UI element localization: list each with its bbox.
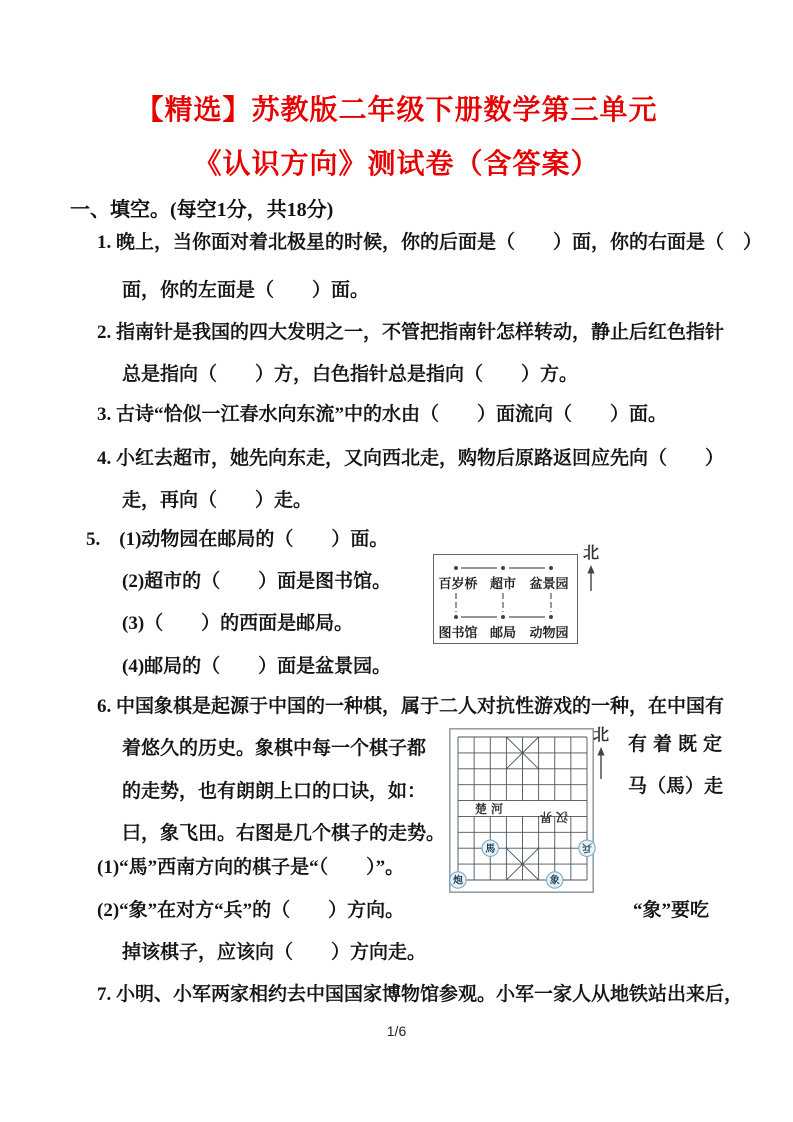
question-1-line-2: 面，你的左面是（ ）面。 bbox=[122, 280, 370, 301]
question-4-line-1: 4. 小红去超市，她先向东走，又向西北走，购物后原路返回应先向（ ） bbox=[97, 448, 725, 469]
map-label-bonsai-garden: 盆景园 bbox=[529, 576, 569, 591]
chess-piece-label-cannon: 炮 bbox=[453, 875, 463, 887]
question-5-line-2: (2)超市的（ ）面是图书馆。 bbox=[122, 571, 392, 592]
map-diagram-svg bbox=[434, 555, 576, 642]
question-2-line-2: 总是指向（ ）方，白色指针总是指向（ ）方。 bbox=[122, 364, 579, 385]
section-heading: 一、填空。(每空1分，共18分) bbox=[70, 199, 334, 221]
question-6-sub-2: (2)“象”在对方“兵”的（ ）方向。 bbox=[97, 900, 405, 921]
chess-board-svg bbox=[449, 728, 594, 893]
map-label-bridge: 百岁桥 bbox=[438, 576, 478, 591]
question-1-line-1: 1. 晚上，当你面对着北极星的时候，你的后面是（ ）面，你的右面是（ ） bbox=[97, 232, 763, 253]
question-6-line-4: 曰，象飞田。右图是几个棋子的走势。 bbox=[122, 823, 446, 844]
question-6-line-3: 的走势，也有朗朗上口的口诀，如： bbox=[122, 781, 427, 802]
question-3-line-1: 3. 古诗“恰似一江春水向东流”中的水由（ ）面流向（ ）面。 bbox=[97, 404, 668, 425]
page-number: 1/6 bbox=[386, 1023, 407, 1039]
question-5-line-3: (3)（ ）的西面是邮局。 bbox=[122, 613, 354, 634]
question-6-line-2: 着悠久的历史。象棋中每一个棋子都 bbox=[122, 738, 427, 759]
chess-piece-label-soldier: 兵 bbox=[582, 841, 592, 853]
question-6-line-1: 6. 中国象棋是起源于中国的一种棋，属于二人对抗性游戏的一种，在中国有 bbox=[97, 696, 725, 717]
river-label-left: 楚河 bbox=[475, 802, 508, 816]
question-6-sub-2-right: “象”要吃 bbox=[633, 900, 710, 921]
page-title-line-1: 【精选】苏教版二年级下册数学第三单元 bbox=[135, 95, 658, 126]
chess-piece-label-horse: 馬 bbox=[485, 843, 496, 855]
question-6-line-2-right: 有着既定 bbox=[628, 734, 729, 755]
map-north-label: 北 bbox=[583, 545, 600, 562]
question-7-line-1: 7. 小明、小军两家相约去中国国家博物馆参观。小军一家人从地铁站出来后， bbox=[97, 984, 744, 1005]
river-label-right: 汉界 bbox=[535, 810, 569, 824]
question-4-line-2: 走，再向（ ）走。 bbox=[122, 490, 313, 511]
question-6-sub-2-cont: 掉该棋子，应该向（ ）方向走。 bbox=[122, 942, 427, 963]
question-6-sub-1: (1)“馬”西南方向的棋子是“（ ）”。 bbox=[97, 857, 405, 878]
map-diagram bbox=[433, 554, 578, 644]
question-5-line-4: (4)邮局的（ ）面是盆景园。 bbox=[122, 656, 392, 677]
north-arrow-icon bbox=[585, 564, 597, 592]
north-arrow-icon bbox=[595, 746, 607, 780]
question-2-line-1: 2. 指南针是我国的四大发明之一，不管把指南针怎样转动，静止后红色指针 bbox=[97, 322, 725, 343]
map-label-library: 图书馆 bbox=[438, 625, 478, 640]
page-title-line-2: 《认识方向》测试卷（含答案） bbox=[193, 149, 600, 180]
map-label-zoo: 动物园 bbox=[529, 625, 569, 640]
map-north-indicator bbox=[583, 545, 599, 592]
chess-diagram bbox=[449, 728, 594, 893]
question-6-line-3-right: 马（馬）走 bbox=[628, 776, 724, 797]
chess-north-label: 北 bbox=[593, 727, 610, 744]
question-5-line-1: 5. (1)动物园在邮局的（ ）面。 bbox=[86, 529, 389, 550]
chess-north-indicator bbox=[593, 727, 609, 780]
map-label-supermarket: 超市 bbox=[489, 576, 517, 591]
map-label-post-office: 邮局 bbox=[489, 625, 517, 640]
chess-piece-label-elephant: 象 bbox=[549, 875, 560, 887]
